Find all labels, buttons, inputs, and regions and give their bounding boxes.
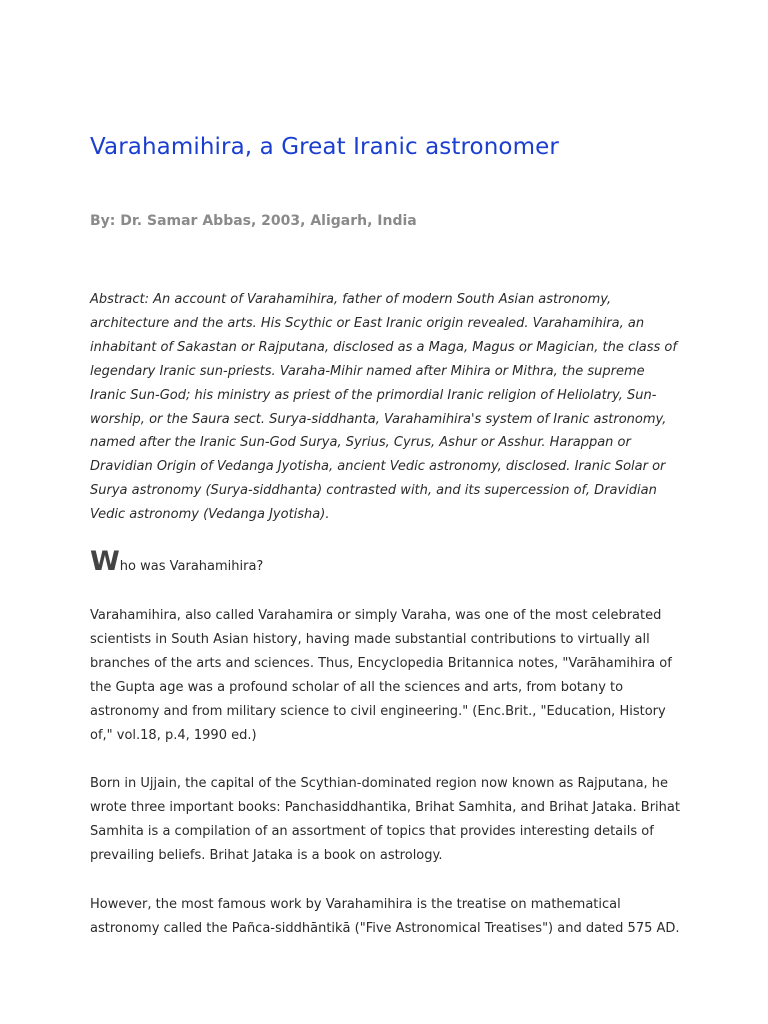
body-paragraph-3: However, the most famous work by Varahamihira is the treatise on mathematical astronomy called the Pañca-siddhāntikā ("Five Astronomical Treatises") and dated 575 AD. [90,897,680,936]
section-heading-initial: W [90,546,120,577]
section-heading [90,548,263,575]
article-byline: By: Dr. Samar Abbas, 2003, Aligarh, India [90,213,417,229]
body-paragraph-2: Born in Ujjain, the capital of the Scythian-dominated region now known as Rajputana, he wrote three important books: Panchasiddhantika, Brihat Samhita, and Brihat Jataka. Brihat Samhita is a compilation of an assortment of topics that provides interesting details of prevailing beliefs. Brihat Jataka is a book on astrology. [90,776,680,863]
article-title: Varahamihira, a Great Iranic astronomer [90,134,559,160]
section-heading-text: ho was Varahamihira? [119,559,264,574]
body-paragraph-1: Varahamihira, also called Varahamira or simply Varaha, was one of the most celebrated scientists in South Asian history, having made substantial contributions to virtually all branches of the arts and sciences. Thus, Encyclopedia Britannica notes, "Varāhamihira of the Gupta age was a profound scholar of all the sciences and arts, from botany to astronomy and from military science to civil engineering." (Enc.Brit., "Education, History of," vol.18, p.4, 1990 ed.) [90,608,672,743]
article-abstract: Abstract: An account of Varahamihira, father of modern South Asian astronomy, architecture and the arts. His Scythic or East Iranic origin revealed. Varahamihira, an inhabitant of Sakastan or Rajputana, disclosed as a Maga, Magus or Magician, the class of legendary Iranic sun-priests. Varaha-Mihir named after Mihira or Mithra, the supreme Iranic Sun-God; his ministry as priest of the primordial Iranic religion of Heliolatry, Sun-worship, or the Saura sect. Surya-siddhanta, Varahamihira's system of Iranic astronomy, named after the Iranic Sun-God Surya, Syrius, Cyrus, Ashur or Asshur. Harappan or Dravidian Origin of Vedanga Jyotisha, ancient Vedic astronomy, disclosed. Iranic Solar or Surya astronomy (Surya-siddhanta) contrasted with, and its supercession of, Dravidian Vedic astronomy (Vedanga Jyotisha). [90,292,677,523]
